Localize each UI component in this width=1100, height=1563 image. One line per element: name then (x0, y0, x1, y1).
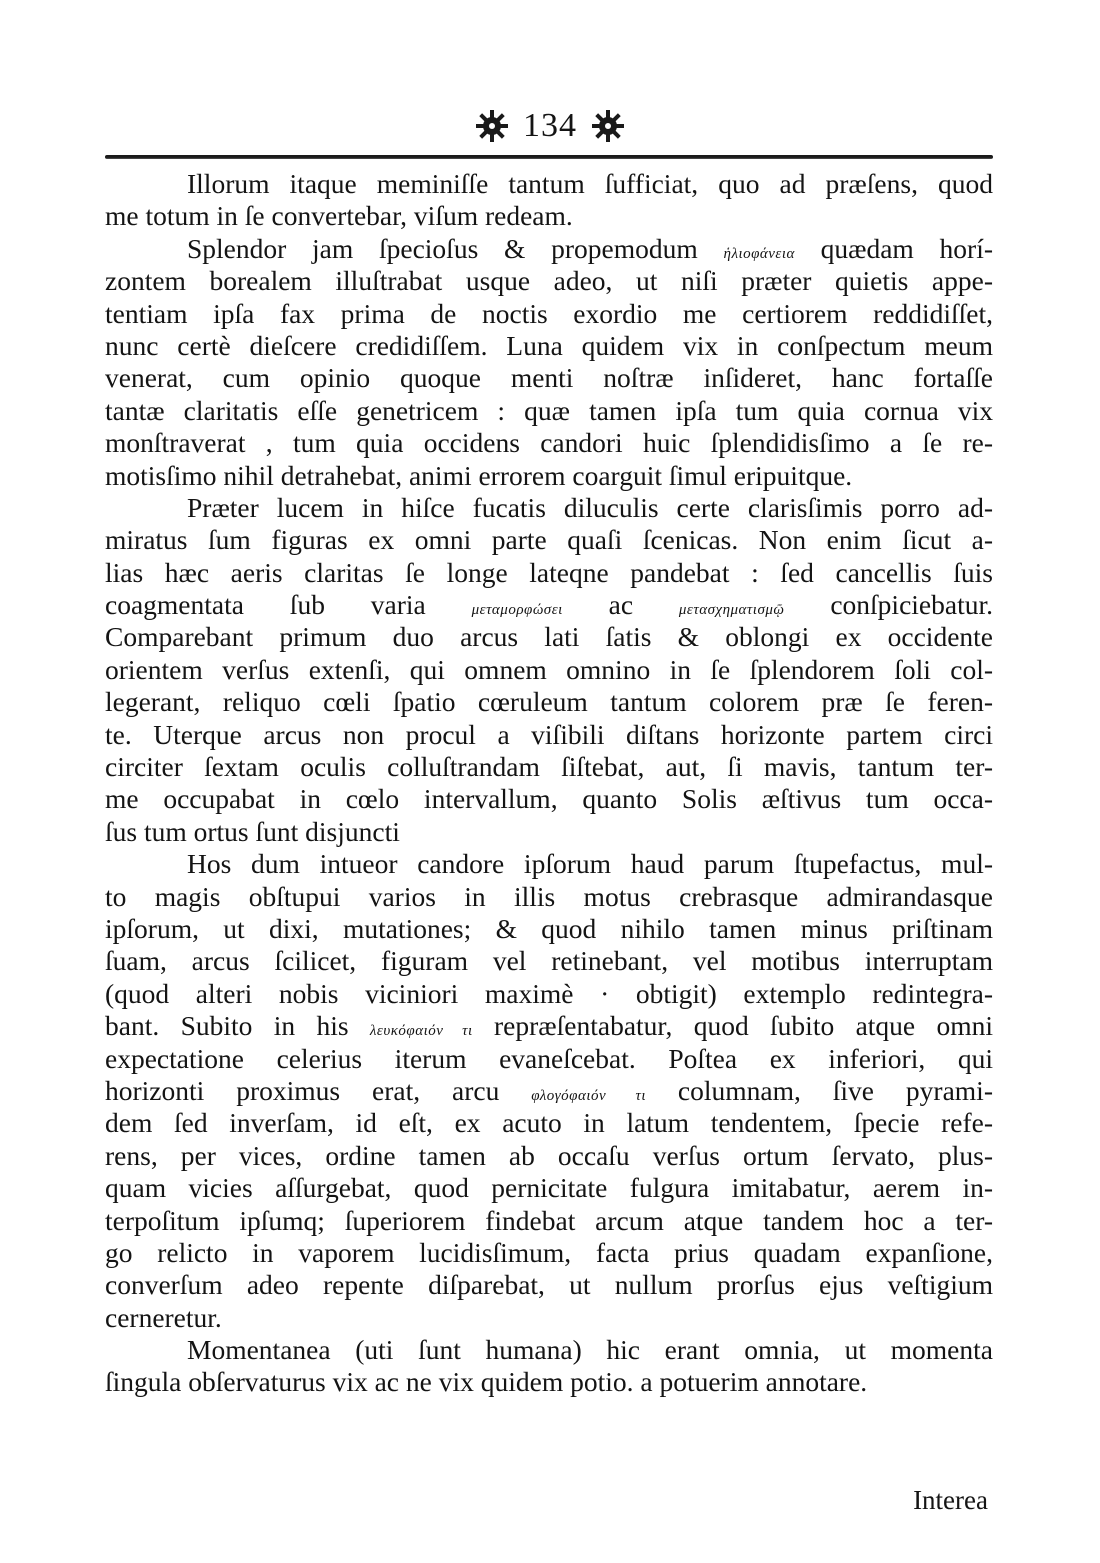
text-line: me occupabat in cœlo intervallum, quanto Solis æſtivus tum occa- (105, 783, 993, 815)
text-segment: quædam horí- (794, 232, 993, 264)
text-line: zontem borealem illuſtrabat usque adeo, ut niſi præter quietis appe- (105, 265, 993, 297)
text-segment: Splendor jam ſpecioſus & propemodum (187, 232, 724, 264)
fleuron-ornament-right-icon (591, 109, 625, 143)
text-line: terpoſitum ipſumq; ſuperiorem findebat arcum atque tandem hoc a ter- (105, 1204, 993, 1236)
text-line: te. Uterque arcus non procul a viſibili diſtans horizonte partem circi (105, 718, 993, 750)
body-text (105, 168, 993, 1399)
paragraph (105, 233, 993, 492)
text-line: venerat, cum opinio quoque menti noſtræ inſideret, hanc fortaſſe (105, 362, 993, 394)
text-line: me totum in ſe convertebar, viſum redeam. (105, 200, 573, 232)
catchword: Interea (913, 1485, 988, 1515)
text-line: nunc certè dieſcere credidiſſem. Luna quidem vix in conſpectum meum (105, 329, 993, 361)
text-segment: coagmentata ſub varia (105, 589, 472, 621)
text-line: orientem verſus extenſi, qui omnem omnino in ſe ſplendorem ſoli col- (105, 653, 993, 685)
text-line: tentiam ipſa fax prima de noctis exordio me certiorem reddidiſſet, (105, 297, 993, 329)
text-segment: columnam, ſive pyrami- (645, 1074, 993, 1106)
text-segment: conſpiciebatur. (784, 589, 993, 621)
paragraph (105, 492, 993, 848)
text-line: motisſimo nihil detrahebat, animi errorem coarguit ſimul eripuitque. (105, 459, 853, 491)
greek-word: λευκόφαιόν τι (369, 1023, 473, 1040)
text-line: ſingula obſervaturus vix ac ne vix quidem potio. a potuerim annotare. (105, 1366, 868, 1398)
text-segment: ac (562, 589, 679, 621)
text-segment: horizonti proximus erat, arcu (105, 1074, 532, 1106)
text-line: miratus ſum figuras ex omni parte quaſi ſcenicas. Non enim ſicut a- (105, 524, 993, 556)
text-line: cerneretur. (105, 1301, 222, 1333)
text-line: to magis obſtupui varios in illis motus crebrasque admirandasque (105, 880, 993, 912)
text-line: lias hæc aeris claritas ſe longe lateqne pandebat : ſed cancellis ſuis (105, 556, 993, 588)
text-line: go relicto in vaporem lucidisſimum, facta prius quadam expanſione, (105, 1236, 993, 1268)
greek-word: ἡλιοφάνεια (723, 245, 795, 262)
text-line: ſuam, arcus ſcilicet, figuram vel retinebant, vel motibus interruptam (105, 945, 993, 977)
text-line: Præter lucem in hiſce fucatis diluculis certe clarisſimis porro ad- (187, 491, 993, 523)
text-line (105, 1075, 993, 1107)
text-line: Comparebant primum duo arcus lati ſatis & oblongi ex occidente (105, 621, 993, 653)
text-line: ipſorum, ut dixi, mutationes; & quod nihilo tamen minus priſtinam (105, 912, 993, 944)
fleuron-ornament-left-icon (475, 109, 509, 143)
paragraph (105, 1334, 993, 1399)
text-line: tantæ claritatis eſſe genetricem : quæ tamen ipſa tum quia cornua vix (105, 394, 993, 426)
text-line: circiter ſextam oculis colluſtrandam ſiſtebat, aut, ſi mavis, tantum ter- (105, 751, 993, 783)
text-line: Illorum itaque meminiſſe tantum ſufficiat, quo ad præſens, quod (187, 168, 993, 199)
text-segment: repræſentabatur, quod ſubito atque omni (472, 1010, 993, 1042)
text-line: legerant, reliquo cœli ſpatio cœruleum tantum colorem præ ſe feren- (105, 686, 993, 718)
page-header (0, 106, 1100, 150)
text-line: quam vicies aſſurgebat, quod pernicitate fulgura imitabatur, aerem in- (105, 1172, 993, 1204)
text-line: expectatione celerius iterum evaneſcebat. Poſtea ex inferiori, qui (105, 1042, 993, 1074)
text-line (105, 233, 993, 265)
text-line: rens, per vices, ordine tamen ab occaſu verſus ortum ſervato, plus- (105, 1139, 993, 1171)
header-rule-divider (105, 155, 993, 159)
paragraph (105, 848, 993, 1334)
paragraph (105, 168, 993, 233)
text-segment: bant. Subito in his (105, 1010, 370, 1042)
text-line: Hos dum intueor candore ipſorum haud parum ſtupefactus, mul- (187, 848, 993, 880)
text-line: dem ſed inverſam, id eſt, ex acuto in latum tendentem, ſpecie refe- (105, 1107, 993, 1139)
text-line (105, 589, 993, 621)
greek-word: φλογόφαιόν τι (531, 1087, 646, 1104)
text-line: ſus tum ortus ſunt disjuncti (105, 815, 400, 847)
text-line (105, 1010, 993, 1042)
text-line: monſtraverat , tum quia occidens candori huic ſplendidisſimo a ſe re- (105, 427, 993, 459)
page-number: 134 (523, 107, 577, 144)
text-line: (quod alteri nobis viciniori maximè · obtigit) extemplo redintegra- (105, 977, 993, 1009)
greek-word: μεταμορφώσει (471, 602, 563, 619)
text-line: Momentanea (uti ſunt humana) hic erant omnia, ut momenta (187, 1334, 993, 1366)
greek-word: μετασχηματισμῷ (678, 602, 785, 619)
text-line: converſum adeo repente diſparebat, ut nullum prorſus ejus veſtigium (105, 1269, 993, 1301)
